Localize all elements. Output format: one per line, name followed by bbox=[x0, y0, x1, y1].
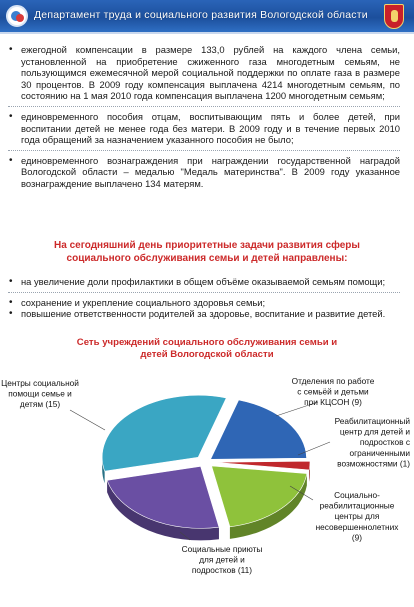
pie-slice bbox=[102, 395, 226, 471]
header-title: Департамент труда и социального развития Вологодской области bbox=[34, 9, 368, 21]
pie-slice-label: Реабилитационный центр для детей и подростков с ограниченными возможностями (1) bbox=[334, 416, 410, 469]
benefits-list bbox=[8, 44, 400, 190]
pie-slice-label: Социально-реабилитационные центры для несовершеннолетних (9) bbox=[315, 490, 399, 543]
pie-slice bbox=[107, 466, 219, 528]
list-item-text: единовременного вознаграждения при награждении государственной наградой Вологодской области – медалью "Медаль материнства". В 2009 году указанное вознаграждение выплачено 134 матерям. bbox=[21, 154, 400, 189]
list-item: • ежегодной компенсации в размере 133,0 рублей на каждого члена семьи, установленной на приобретение сжиженного газа многодетным семьям, не пользующимся ежемесячной мерой социальной поддержки по оплате газа в размере 30 процентов. В 2009 году компенсация выплачена 4214 многодетным семьям, по состоянию на 1 мая 2010 года компенсация выплачена 1200 многодетным семьям; bbox=[9, 44, 400, 102]
list-item: • единовременного пособия отцам, воспитывающим пять и более детей, при воспитании детей не менее года без матери. В 2009 году и в течение первых 2010 года обращений за назначением указанного пособия не было; bbox=[9, 110, 400, 146]
department-logo-icon bbox=[6, 5, 28, 27]
header-bar bbox=[0, 0, 414, 34]
list-item-text: сохранение и укрепление социального здоровья семьи; bbox=[21, 296, 266, 308]
list-item: • единовременного вознаграждения при награждении государственной наградой Вологодской области – медалью "Медаль материнства". В 2009 году указанное вознаграждение выплачено 134 матерям. bbox=[9, 154, 400, 189]
divider bbox=[8, 292, 400, 293]
pie-chart bbox=[0, 362, 414, 607]
list-item: • повышение ответственности родителей за здоровье, воспитание и развитие детей. bbox=[9, 308, 386, 320]
leader-line bbox=[70, 410, 105, 430]
priorities-title: На сегодняшний день приоритетные задачи развития сферы социального обслуживания семьи и детей направлены: bbox=[54, 240, 360, 264]
pie-slice bbox=[211, 400, 307, 459]
list-item: • на увеличение доли профилактики в общем объёме оказываемой семьям помощи; bbox=[9, 276, 386, 287]
list-item: • сохранение и укрепление социального здоровья семьи; bbox=[9, 296, 266, 308]
list-item-text: повышение ответственности родителей за здоровье, воспитание и развитие детей. bbox=[21, 308, 386, 320]
coat-of-arms-icon bbox=[384, 4, 404, 29]
chart-title: Сеть учреждений социального обслуживания семьи и детей Вологодской области bbox=[76, 337, 338, 360]
pie-slice-label: Центры социальной помощи семье и детям (15) bbox=[1, 378, 79, 410]
priorities-list bbox=[8, 276, 400, 320]
list-item-text: единовременного пособия отцам, воспитывающим пять и более детей, при воспитании детей не менее года без матери. В 2009 году и в течение первых 2010 года обращений за назначением указанного пособия не было; bbox=[21, 110, 400, 146]
list-item-text: ежегодной компенсации в размере 133,0 рублей на каждого члена семьи, установленной на приобретение сжиженного газа многодетным семьям, не пользующимся ежемесячной мерой социальной поддержки по оплате газа в размере 30 процентов. В 2009 году компенсация выплачена 4214 многодетным семьям, по состоянию на 1 мая 2010 года компенсация выплачена 1200 многодетным семьям; bbox=[21, 44, 400, 102]
divider bbox=[8, 150, 400, 151]
pie-slice-label: Отделения по работе с семьёй и детьми при КЦСОН (9) bbox=[291, 376, 375, 408]
divider bbox=[8, 106, 400, 107]
pie-slice bbox=[212, 466, 307, 527]
pie-slice-label: Социальные приюты для детей и подростков (11) bbox=[181, 544, 263, 576]
list-item-text: на увеличение доли профилактики в общем объёме оказываемой семьям помощи; bbox=[21, 276, 386, 287]
